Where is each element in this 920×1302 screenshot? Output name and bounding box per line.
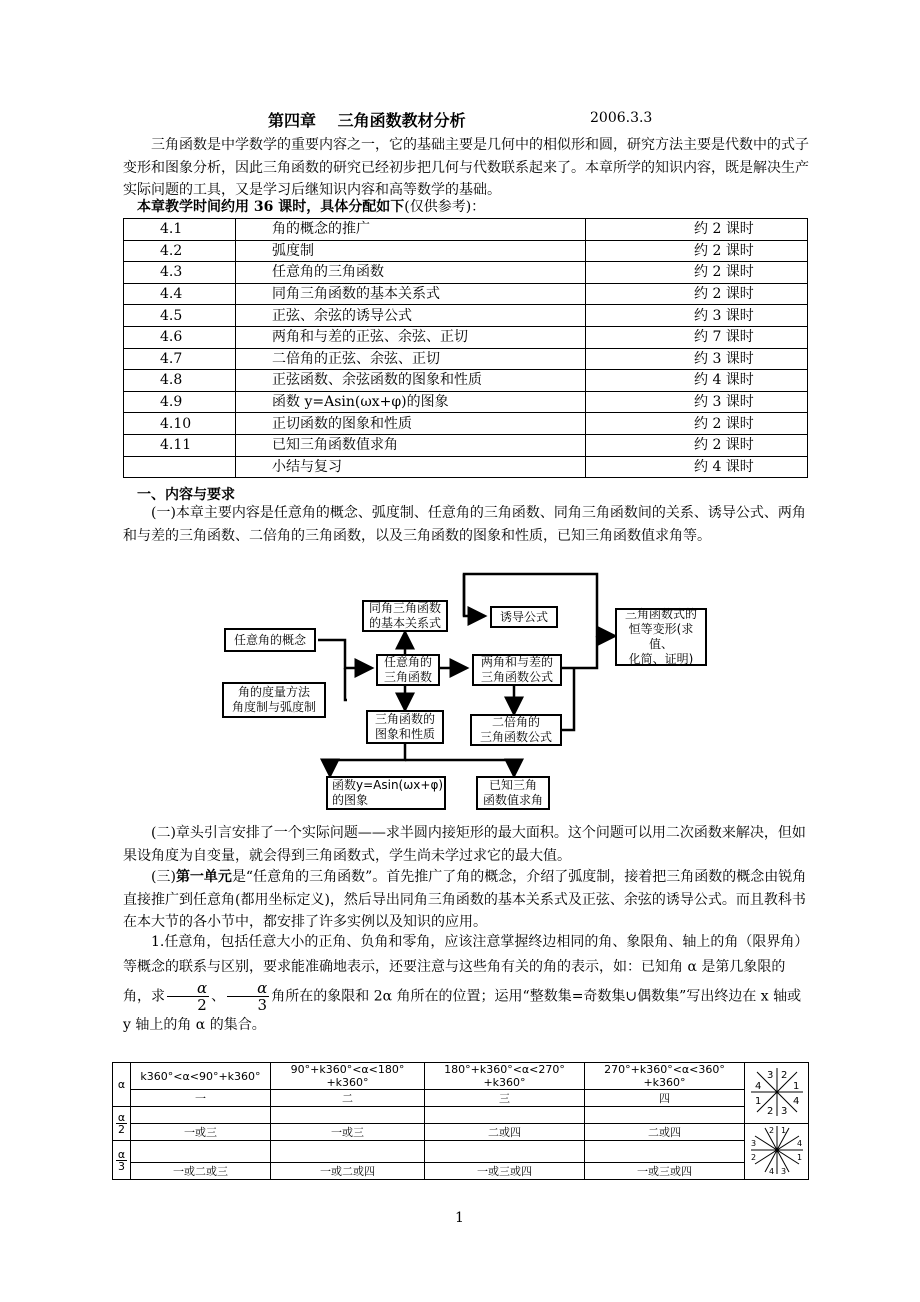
section-paragraph-1: (一)本章主要内容是任意角的概念、弧度制、任意角的三角函数、同角三角函数间的关系、诱导公式、两角和与差的三角函数、二倍角的三角函数，以及三角函数的图象和性质，已知三角函数值求角等。 — [123, 505, 806, 544]
section-hours: 约 2 课时 — [586, 413, 808, 435]
quadrant-cell: 二 — [271, 1090, 425, 1107]
range-cell: 90°+k360°<α<180°+k360° — [271, 1063, 425, 1090]
blank-cell — [271, 1141, 425, 1163]
fig-label: 3 — [750, 1139, 756, 1148]
section-hours: 约 4 课时 — [586, 370, 808, 392]
schedule-row — [124, 326, 808, 348]
intro-paragraph: 三角函数是中学数学的重要内容之一，它的基础主要是几何中的相似形和圆，研究方法主要是代数中的式子变形和图象分析，因此三角函数的研究已经初步把几何与代数联系起来了。本章所学的知识内容，既是解决生产实际问题的工具，又是学习后继知识内容和高等数学的基础。 — [123, 137, 809, 198]
schedule-row — [124, 348, 808, 370]
section-topic: 正切函数的图象和性质 — [236, 413, 586, 435]
schedule-row — [124, 283, 808, 305]
section-heading: 一、内容与要求 — [137, 487, 235, 503]
range-cell: 180°+k360°<α<270°+k360° — [425, 1063, 585, 1090]
frac-num: α — [117, 1111, 126, 1124]
alpha-label: α — [113, 1063, 131, 1107]
half-cell: 一或三 — [271, 1124, 425, 1141]
section-hours: 约 7 课时 — [586, 326, 808, 348]
fig-label: 3 — [780, 1105, 787, 1117]
quadrant-third-icon — [747, 1124, 807, 1176]
chapter-title: 第四章 三角函数教材分析 — [268, 111, 466, 130]
box-function-graph — [326, 776, 446, 810]
blank-cell — [271, 1107, 425, 1124]
section-topic: 两角和与差的正弦、余弦、正切 — [236, 326, 586, 348]
third-label — [113, 1141, 131, 1180]
page-number: 1 — [455, 1210, 464, 1226]
range-cell: k360°<α<90°+k360° — [131, 1063, 271, 1090]
fig-label: 4 — [754, 1080, 761, 1092]
third-cell: 一或三或四 — [585, 1163, 745, 1180]
box-known-value-angle — [476, 776, 550, 810]
section-number: 4.9 — [124, 391, 236, 413]
box-sum-diff-line1: 两角和与差的 — [480, 655, 553, 669]
box-known-line2: 函数值求角 — [482, 793, 543, 807]
fig-label: 2 — [766, 1105, 773, 1117]
fig-label: 1 — [796, 1153, 802, 1162]
p4-sep: 、 — [211, 988, 226, 1005]
box-induction-label: 诱导公式 — [499, 609, 548, 624]
section-topic: 弧度制 — [236, 240, 586, 262]
p3-rest: 是“任意角的三角函数”。首先推广了角的概念，介绍了弧度制，接着把三角函数的概念由锐角直接推广到任意角(都用坐标定义)，然后导出同角三角函数的基本关系式及正弦、余弦的诱导公式。而且教科书在本大节的各小节中，都安排了许多实例以及知识的应用。 — [123, 869, 807, 930]
section-topic: 角的概念的推广 — [236, 219, 586, 241]
schedule-row — [124, 391, 808, 413]
box-identity-line2: 恒等变形(求值、 — [628, 622, 694, 651]
section-hours: 约 2 课时 — [586, 240, 808, 262]
box-arbitrary-angle-concept — [224, 628, 316, 652]
knowledge-flowchart — [222, 572, 656, 812]
schedule-row — [124, 413, 808, 435]
half-cell: 二或四 — [585, 1124, 745, 1141]
section-topic: 同角三角函数的基本关系式 — [236, 283, 586, 305]
section-hours: 约 4 课时 — [586, 456, 808, 478]
section-paragraph-2: (二)章头引言安排了一个实际问题——求半圆内接矩形的最大面积。这个问题可以用二次函数来解决，但如果设角度为自变量，就会得到三角函数式，学生尚未学过求它的最大值。 — [123, 825, 806, 864]
schedule-row — [124, 240, 808, 262]
section-number: 4.5 — [124, 305, 236, 327]
box-measure-line2: 角度制与弧度制 — [231, 700, 316, 714]
box-graph-properties — [366, 710, 444, 744]
section-topic: 小结与复习 — [236, 456, 586, 478]
box-func-line1: 函数y=Asin(ωx+φ) — [332, 778, 444, 792]
section-number: 4.2 — [124, 240, 236, 262]
box-func-line2: 的图象 — [332, 793, 369, 807]
section-number: 4.4 — [124, 283, 236, 305]
quadrant-table — [112, 1062, 809, 1180]
blank-cell — [585, 1107, 745, 1124]
box-trig-line2: 三角函数 — [383, 670, 432, 684]
section-topic: 任意角的三角函数 — [236, 262, 586, 284]
quadrant-figure-half — [745, 1063, 809, 1124]
section-number: 4.3 — [124, 262, 236, 284]
p3-bold: 第一单元 — [175, 869, 232, 885]
box-sum-diff-line2: 三角函数公式 — [480, 670, 553, 684]
fig-label: 4 — [796, 1139, 802, 1148]
frac-num: α — [167, 980, 209, 997]
schedule-row — [124, 370, 808, 392]
schedule-row — [124, 456, 808, 478]
box-known-line1: 已知三角 — [488, 778, 537, 792]
section-hours: 约 2 课时 — [586, 262, 808, 284]
box-double-line1: 二倍角的 — [491, 715, 540, 729]
box-angle-measure — [222, 682, 326, 718]
box-identity-line1: 三角函数式的 — [624, 607, 697, 621]
box-double-line2: 三角函数公式 — [479, 730, 552, 744]
header-date: 2006.3.3 — [590, 110, 653, 126]
schedule-row — [124, 305, 808, 327]
page-header — [0, 108, 920, 132]
section-hours: 约 3 课时 — [586, 305, 808, 327]
fig-label: 4 — [768, 1167, 774, 1176]
third-cell: 一或二或四 — [271, 1163, 425, 1180]
p4-text-a: 1.任意角，包括任意大小的正角、负角和零角，应该注意掌握终边相同的角、象限角、轴上的角（限界角）等概念的联系与区别，要求能准确地表示，还要注意与这些角有关的角的表示，如：已知角 α 是第几象限的角，求 — [123, 934, 809, 1005]
third-cell: 一或二或三 — [131, 1163, 271, 1180]
quadrant-figure-third — [745, 1124, 809, 1180]
half-cell: 一或三 — [131, 1124, 271, 1141]
fig-label: 3 — [766, 1069, 773, 1081]
section-hours: 约 2 课时 — [586, 434, 808, 456]
schedule-row — [124, 434, 808, 456]
box-measure-line1: 角的度量方法 — [237, 685, 310, 699]
section-number: 4.1 — [124, 219, 236, 241]
frac-den: 2 — [117, 1123, 125, 1136]
schedule-table — [123, 218, 808, 478]
fig-label: 1 — [792, 1080, 799, 1092]
box-concept-label: 任意角的概念 — [233, 632, 306, 647]
third-cell: 一或三或四 — [425, 1163, 585, 1180]
box-same-angle-line2: 的基本关系式 — [368, 616, 441, 630]
box-graph-line1: 三角函数的 — [374, 712, 435, 726]
section-topic: 二倍角的正弦、余弦、正切 — [236, 348, 586, 370]
box-graph-line2: 图象和性质 — [374, 727, 435, 741]
section-number: 4.6 — [124, 326, 236, 348]
section-hours: 约 3 课时 — [586, 391, 808, 413]
fig-label: 1 — [754, 1095, 761, 1107]
fig-label: 2 — [780, 1069, 787, 1081]
range-cell: 270°+k360°<α<360°+k360° — [585, 1063, 745, 1090]
section-topic: 已知三角函数值求角 — [236, 434, 586, 456]
section-hours: 约 2 课时 — [586, 219, 808, 241]
section-topic: 正弦、余弦的诱导公式 — [236, 305, 586, 327]
frac-den: 3 — [117, 1159, 125, 1173]
box-arbitrary-trig-functions — [376, 654, 440, 686]
fig-label: 3 — [780, 1167, 786, 1176]
schedule-caption-bold: 本章教学时间约用 36 课时，具体分配如下 — [137, 199, 405, 215]
schedule-caption — [123, 196, 813, 219]
schedule-row — [124, 262, 808, 284]
half-label — [113, 1107, 131, 1141]
box-same-angle-line1: 同角三角函数 — [368, 601, 441, 615]
section-number: 4.7 — [124, 348, 236, 370]
frac-num: α — [227, 980, 269, 997]
schedule-caption-note: (仅供参考)： — [404, 199, 486, 215]
section-number: 4.10 — [124, 413, 236, 435]
alpha-over-2 — [167, 980, 209, 1013]
box-identity-line3: 化简、证明) — [628, 652, 694, 666]
box-sum-difference-formula — [472, 654, 562, 686]
half-cell: 二或四 — [425, 1124, 585, 1141]
blank-cell — [425, 1107, 585, 1124]
section-paragraph-4 — [123, 930, 813, 1038]
p4-text-b: 角所在的象限和 2α 角所在的位置；运用“整数集=奇数集∪偶数集”写出终边在 x 轴或 y 轴上的角 α 的集合。 — [123, 988, 802, 1033]
box-double-angle-formula — [470, 714, 562, 746]
blank-cell — [131, 1107, 271, 1124]
quadrant-half-icon — [747, 1066, 807, 1118]
fig-label: 2 — [750, 1153, 756, 1162]
fig-label: 2 — [768, 1126, 774, 1135]
quadrant-cell: 一 — [131, 1090, 271, 1107]
section-paragraph-3 — [123, 866, 813, 934]
schedule-row — [124, 219, 808, 241]
alpha-over-3 — [227, 980, 269, 1013]
frac-den: 2 — [197, 996, 207, 1014]
quadrant-cell: 三 — [425, 1090, 585, 1107]
section-hours: 约 3 课时 — [586, 348, 808, 370]
quadrant-cell: 四 — [585, 1090, 745, 1107]
box-identity-transform — [615, 608, 707, 666]
box-same-angle-relations — [362, 600, 448, 632]
fig-label: 4 — [792, 1095, 799, 1107]
section-number: 4.8 — [124, 370, 236, 392]
box-induction-formula — [490, 606, 558, 628]
fig-label: 1 — [780, 1126, 786, 1135]
p3-prefix: (三) — [151, 869, 176, 885]
section-topic: 函数 y=Asin(ωx+φ)的图象 — [236, 391, 586, 413]
section-hours: 约 2 课时 — [586, 283, 808, 305]
blank-cell — [131, 1141, 271, 1163]
section-number: 4.11 — [124, 434, 236, 456]
section-number — [124, 456, 236, 478]
blank-cell — [585, 1141, 745, 1163]
box-trig-line1: 任意角的 — [383, 655, 432, 669]
frac-den: 3 — [257, 996, 267, 1014]
frac-num: α — [117, 1147, 126, 1161]
blank-cell — [425, 1141, 585, 1163]
section-topic: 正弦函数、余弦函数的图象和性质 — [236, 370, 586, 392]
